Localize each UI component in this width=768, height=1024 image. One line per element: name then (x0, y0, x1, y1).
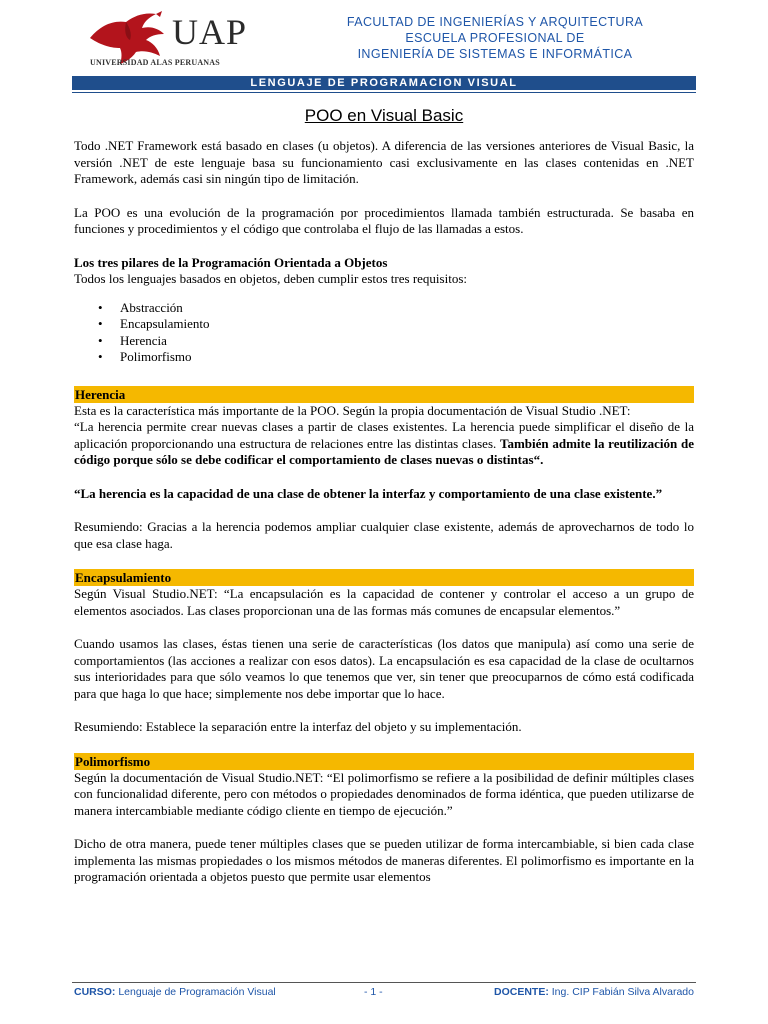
list-item-label: Encapsulamiento (120, 316, 210, 331)
footer-course-label: CURSO: (74, 986, 116, 998)
herencia-definition: “La herencia es la capacidad de una clase de obtener la interfaz y comportamiento de una clase existente.” (74, 485, 663, 501)
faculty-line: ESCUELA PROFESIONAL DE (405, 31, 585, 45)
list-item-label: Polimorfismo (120, 349, 192, 364)
footer-divider (72, 982, 696, 983)
polimorfismo-paragraph: Según la documentación de Visual Studio.NET: “El polimorfismo se refiere a la posibilidad de definir múltiples clases con funcionalidad diferente, pero con métodos o propiedades denominados de forma idéntica, que pueden utilizarse de manera intercambiable mediante código cliente en tiempo de ejecución.” (74, 769, 694, 818)
footer-course (74, 986, 276, 998)
herencia-summary: Resumiendo: Gracias a la herencia podemos ampliar cualquier clase existente, además de aprovecharnos de todo lo que esa clase haga. (74, 519, 694, 551)
list-item (74, 316, 694, 333)
list-item (74, 300, 694, 317)
bullet-icon: • (98, 316, 103, 331)
list-item (74, 349, 694, 366)
list-item-label: Herencia (120, 332, 167, 348)
herencia-quote-bold: También admite la reutilización de código porque sólo se debe codificar el comportamiento de clases nuevas o distintas“. (74, 435, 694, 467)
footer-teacher (494, 986, 694, 998)
page-title (0, 106, 768, 126)
footer-course-value: Lenguaje de Programación Visual (118, 986, 276, 998)
intro-paragraph: La POO es una evolución de la programación por procedimientos llamada también estructurada. Se basaba en funciones y procedimientos y el código que controlaba el flujo de las llamadas a estos. (74, 204, 694, 236)
section-heading-polimorfismo: Polimorfismo (74, 753, 694, 770)
uap-logo-text: UAP (172, 12, 248, 52)
page-number: - 1 - (364, 986, 383, 998)
list-item-label: Abstracción (120, 299, 183, 315)
faculty-line: INGENIERÍA DE SISTEMAS E INFORMÁTICA (357, 47, 633, 61)
encapsulamiento-paragraph: Según Visual Studio.NET: “La encapsulación es la capacidad de contener y controlar el acceso a un grupo de elementos asociados. Las clases proporcionan una de las formas más comunes de encapsular elementos.” (74, 586, 694, 618)
pillars-list (74, 300, 694, 366)
document-body (74, 138, 694, 886)
herencia-quote (74, 419, 694, 469)
section-heading-encapsulamiento: Encapsulamiento (74, 569, 694, 586)
footer-teacher-label: DOCENTE: (494, 986, 549, 998)
banner-divider (72, 92, 696, 93)
course-banner: LENGUAJE DE PROGRAMACION VISUAL (72, 76, 696, 90)
list-item (74, 333, 694, 350)
polimorfismo-paragraph: Dicho de otra manera, puede tener múltiples clases que se pueden utilizar de forma intercambiable, si bien cada clase implementa las mismas propiedades o los mismos métodos de maneras diferentes. El polimorfismo es importante en la programación orientada a objetos puesto que permite usar elementos (74, 836, 694, 884)
encapsulamiento-summary: Resumiendo: Establece la separación entre la interfaz del objeto y su implementación. (74, 719, 522, 734)
pillars-heading: Los tres pilares de la Programación Orientada a Objetos (74, 254, 388, 270)
section-heading-herencia: Herencia (74, 386, 694, 403)
faculty-header (290, 14, 700, 62)
bullet-icon: • (98, 299, 103, 315)
university-name: UNIVERSIDAD ALAS PERUANAS (90, 58, 220, 67)
faculty-line: FACULTAD DE INGENIERÍAS Y ARQUITECTURA (346, 15, 644, 29)
footer-teacher-value: Ing. CIP Fabián Silva Alvarado (551, 986, 694, 998)
pillars-intro: Todos los lenguajes basados en objetos, deben cumplir estos tres requisitos: (74, 271, 467, 286)
bullet-icon: • (98, 332, 103, 348)
herencia-quote-text: “La herencia permite crear nuevas clases a partir de clases existentes. La herencia puede simplificar el diseño de la aplicación proporcionando una estructura de relaciones entre las distintas clases. (74, 419, 694, 451)
encapsulamiento-paragraph: Cuando usamos las clases, éstas tienen una serie de características (los datos que manipula) así como una serie de comportamientos (las acciones a realizar con esos datos). La encapsulación es esa capacidad de la clase de ocultarnos sus interioridades para que sólo veamos lo que tenemos que ver, sin tener que preocuparnos de cómo está codificada para que haga lo que hace; simplemente nos debe importar que lo hace. (74, 636, 694, 701)
herencia-paragraph: Esta es la característica más importante de la POO. Según la propia documentación de Visual Studio .NET: (74, 402, 631, 418)
page-title-text: POO en Visual Basic (304, 106, 464, 125)
intro-paragraph: Todo .NET Framework está basado en clases (u objetos). A diferencia de las versiones anteriores de Visual Basic, la versión .NET de este lenguaje basa su funcionamiento casi exclusivamente en las clases contenidas en .NET Framework, además casi sin ningún tipo de limitación. (74, 138, 694, 186)
bullet-icon: • (98, 349, 103, 364)
